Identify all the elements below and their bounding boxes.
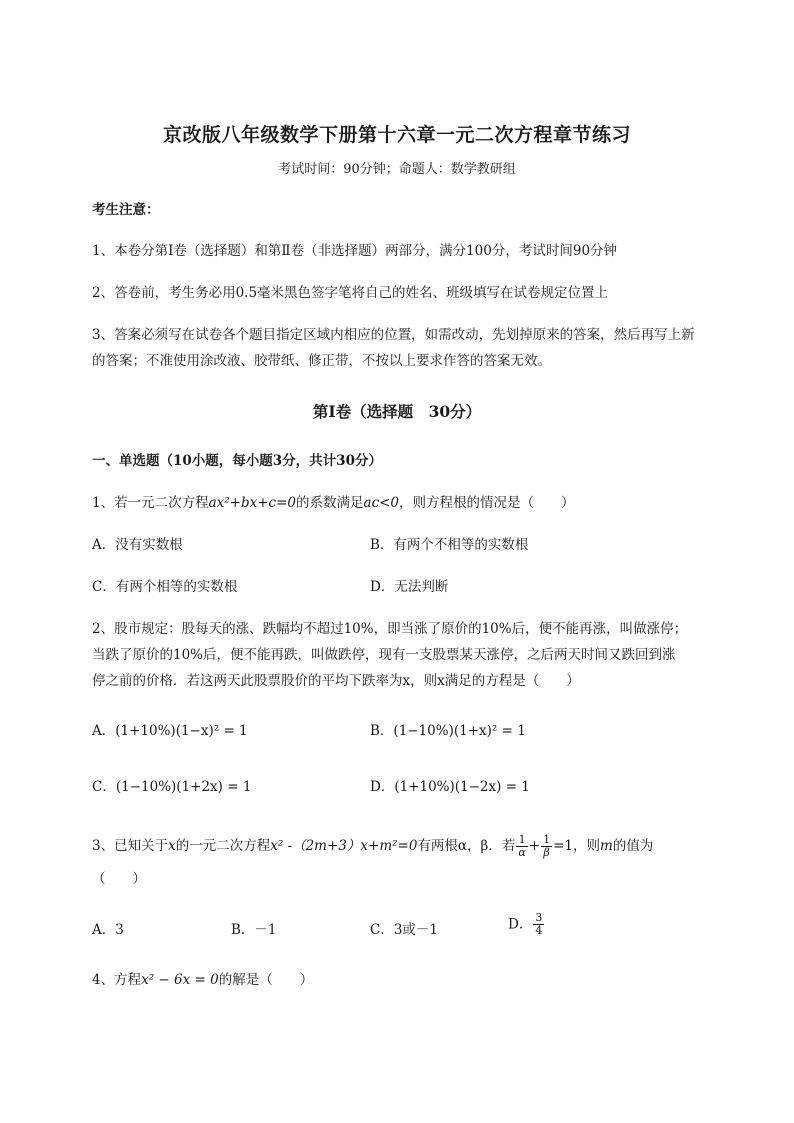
question-3 [92,834,712,859]
q2-option-a-label: A． [92,723,116,739]
q1-mid: 的系数满足 [296,495,364,511]
question-2-line-3: 停之前的价格．若这两天此股票股价的平均下跌率为x，则x满足的方程是（ ） [92,673,580,689]
q3-frac2-num: 1 [543,833,551,846]
question-2-line-1: 2、股市规定：股每天的涨、跌幅均不超过10%，即当涨了原价的10%后，便不能再涨，叫做涨停； [92,621,688,637]
notice-item-2: 2、答卷前，考生务必用0.5毫米黑色签字笔将自己的姓名、班级填写在试卷规定位置上 [92,285,609,301]
q3-frac1-den: α [518,846,526,859]
q1-option-a[interactable]: A．没有实数根 [92,537,183,553]
q2-option-b-expr: (1−10%)(1+x)² = 1 [393,723,526,739]
q1-option-c[interactable]: C．有两个相等的实数根 [92,579,238,595]
exam-title: 京改版八年级数学下册第十六章一元二次方程章节练习 [162,124,631,146]
q1-suffix: ，则方程根的情况是（ ） [399,495,575,511]
q3-plus: + [528,838,541,854]
q2-option-c[interactable] [92,777,251,797]
q3-frac1-num: 1 [516,834,527,847]
q2-option-d-label: D． [370,779,395,795]
q1-prefix: 1、若一元二次方程 [92,495,209,511]
q2-option-d-expr: (1+10%)(1−2x) = 1 [394,779,530,795]
q3-roots: 有两根α，β．若 [417,838,516,854]
q3-option-b[interactable]: B．－1 [231,922,277,938]
exam-subtitle: 考试时间：90分钟；命题人：数学教研组 [278,162,516,177]
q3-prefix: 3、已知关于 [92,838,169,854]
notice-item-3-cont: 的答案；不准使用涂改液、胶带纸、修正带，不按以上要求作答的答案无效。 [92,353,551,369]
q3-option-a[interactable]: A．3 [92,922,124,938]
question-4 [92,970,712,990]
q2-option-c-label: C． [92,779,116,795]
q3-frac2-den: β [543,846,550,859]
q2-option-c-expr: (1−10%)(1+2x) = 1 [115,779,252,795]
q1-option-d[interactable]: D．无法判断 [370,579,449,595]
q3-fraction-beta [541,834,552,859]
section-title: 第I卷（选择题 30分） [312,402,482,421]
q3-option-d[interactable] [508,912,545,937]
q4-suffix: 的解是（ ） [218,972,314,988]
q2-option-a[interactable] [92,721,248,741]
q3-mid: 的一元二次方程 [175,838,271,854]
q4-equation: x² − 6x = 0 [141,972,219,988]
q3-option-d-num: 3 [535,911,543,924]
notice-item-3: 3、答案必须写在试卷各个题目指定区域内相应的位置，如需改动，先划掉原来的答案，然后再写上新 [92,327,695,343]
q2-option-b[interactable] [370,721,526,741]
q3-option-d-label: D． [508,916,533,933]
q3-m: m [600,838,613,854]
q2-option-a-expr: (1+10%)(1−x)² = 1 [115,723,248,739]
question-3-line-2: （ ） [92,871,146,887]
q3-suffix: 的值为 [612,838,654,854]
q3-option-d-fraction [533,912,544,937]
q2-option-d[interactable] [370,777,530,797]
question-1 [92,493,712,513]
question-2-line-2: 当跌了原价的10%后，便不能再跌，叫做跌停，现有一支股票某天涨停，之后两天时间又跌回到涨 [92,647,676,663]
notice-item-1: 1、本卷分第I卷（选择题）和第Ⅱ卷（非选择题）两部分，满分100分，考试时间90分钟 [92,243,618,259]
q2-option-b-label: B． [370,723,394,739]
q3-fraction-alpha [516,834,527,859]
q3-option-c[interactable]: C．3或－1 [370,922,439,938]
q4-prefix: 4、方程 [92,972,142,988]
q3-variable: x [168,838,176,854]
q3-option-d-den: 4 [535,924,543,937]
q1-condition: ac<0 [363,495,400,511]
q1-option-b[interactable]: B．有两个不相等的实数根 [370,537,529,553]
notice-heading: 考生注意： [92,202,160,218]
part-heading: 一、单选题（10小题，每小题3分，共计30分） [92,453,382,469]
q3-eq-end: =1，则 [553,838,601,854]
q3-equation: x² -（2m+3）x+m²=0 [270,838,418,854]
q1-equation: ax²+bx+c=0 [208,495,297,511]
